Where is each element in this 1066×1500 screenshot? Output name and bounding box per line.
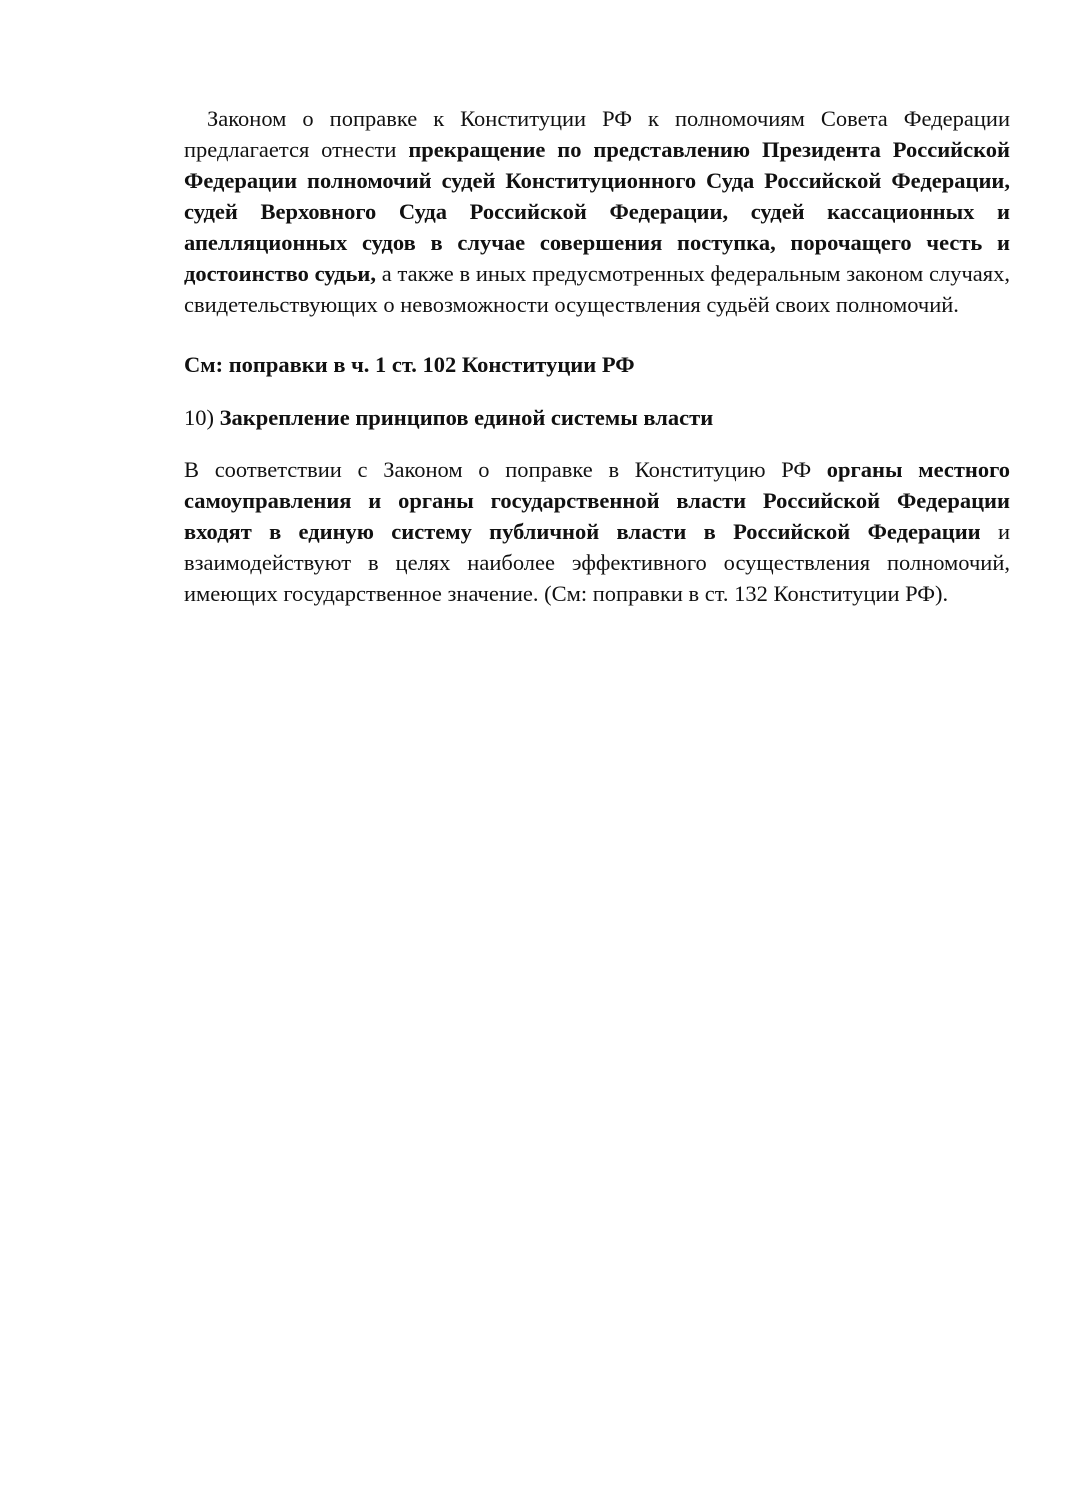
paragraph-text: и взаимодействуют в целях наиболее эффективного осуществления полномочий, имеющих государственное значение. (См: поправки в ст. 132 Конституции РФ).: [184, 519, 1010, 606]
document-body: [184, 103, 1010, 609]
reference-article-102: См: поправки в ч. 1 ст. 102 Конституции РФ: [184, 352, 635, 377]
paragraph-emphasis: органы местного самоуправления и органы государственной власти Российской Федерации входят в единую систему публичной власти в Российской Федерации: [184, 457, 1010, 544]
paragraph-text: а также в иных предусмотренных федеральным законом случаях, свидетельствующих о невозможности осуществления судьёй своих полномочий.: [184, 261, 1010, 317]
paragraph-federation-council-powers: [184, 103, 1010, 320]
section-number: 10): [184, 405, 220, 430]
paragraph-unified-public-power: [184, 454, 1010, 609]
section-10-heading: [184, 402, 1010, 433]
paragraph-text: В соответствии с Законом о поправке в Конституцию РФ: [184, 457, 827, 482]
section-title: Закрепление принципов единой системы власти: [219, 405, 714, 430]
paragraph-emphasis: прекращение по представлению Президента Российской Федерации полномочий судей Конституционного Суда Российской Федерации, судей Верховного Суда Российской Федерации, судей кассационных и апелляционных судов в случае совершения поступка, порочащего честь и достоинство судьи,: [184, 137, 1010, 286]
paragraph-text: Законом о поправке к Конституции РФ к полномочиям Совета Федерации предлагается отнести: [184, 106, 1010, 162]
